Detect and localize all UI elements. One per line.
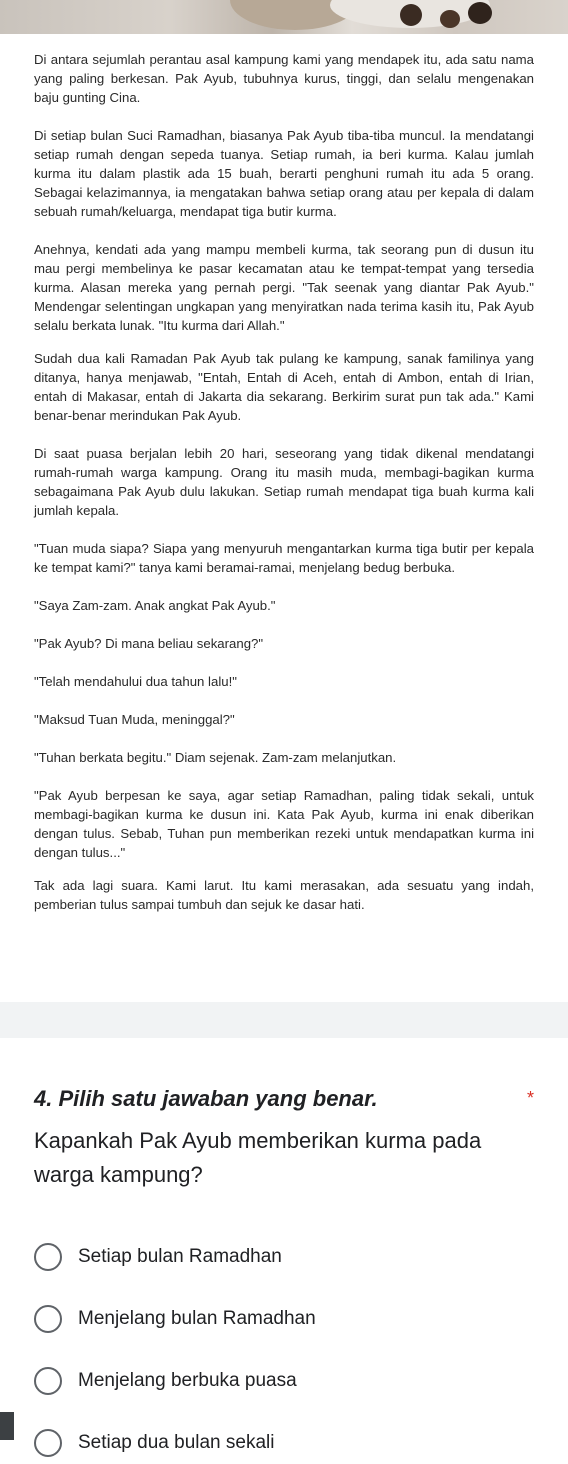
photo-date-fruit	[400, 4, 422, 26]
story-paragraph: Di setiap bulan Suci Ramadhan, biasanya Pak Ayub tiba-tiba muncul. Ia mendatangi setiap rumah dengan sepeda tuanya. Setiap rumah, ia beri kurma. Kalau jumlah kurma itu dalam plastik ada 15 buah, berarti penghuni rumah itu ada 5 orang. Sebagai kelazimannya, ia mengatakan bahwa setiap orang atau per kepala di dalam sebuah rumah/keluarga, mendapat tiga butir kurma.	[34, 128, 534, 219]
story-paragraph: "Pak Ayub? Di mana beliau sekarang?"	[34, 636, 264, 651]
option-menjelang-berbuka-puasa[interactable]	[34, 1350, 534, 1412]
story-paragraph: "Telah mendahului dua tahun lalu!"	[34, 674, 237, 689]
answer-options	[34, 1226, 534, 1464]
story-photo	[0, 0, 568, 34]
story-paragraph: "Tuan muda siapa? Siapa yang menyuruh mengantarkan kurma tiga butir per kepala ke tempat kami?" tanya kami beramai-ramai, menjelang bedug berbuka.	[34, 541, 534, 575]
question-title: 4. Pilih satu jawaban yang benar.	[34, 1086, 378, 1111]
story-paragraph: Tak ada lagi suara. Kami larut. Itu kami merasakan, ada sesuatu yang indah, pemberian tulus sampai tumbuh dan sejuk ke dasar hati.	[34, 878, 534, 912]
option-label: Setiap dua bulan sekali	[78, 1432, 275, 1453]
radio-button[interactable]	[34, 1243, 62, 1271]
radio-button[interactable]	[34, 1305, 62, 1333]
story-paragraph: "Pak Ayub berpesan ke saya, agar setiap Ramadhan, paling tidak sekali, untuk membagi-bagikan kurma ke dusun ini. Kata Pak Ayub, kurma ini enak diberikan dengan tulus. Sebab, Tuhan pun memberikan rezeki untuk mendapatkan kurma ini dengan tulus..."	[34, 788, 534, 860]
story-paragraph: "Maksud Tuan Muda, meninggal?"	[34, 712, 235, 727]
section-divider	[0, 1002, 568, 1038]
story-paragraph: Di antara sejumlah perantau asal kampung kami yang mendapek itu, ada satu nama yang paling berkesan. Pak Ayub, tubuhnya kurus, tinggi, dan selalu mengenakan baju gunting Cina.	[34, 52, 534, 105]
question-card	[34, 1086, 534, 1192]
option-label: Menjelang berbuka puasa	[78, 1370, 297, 1391]
story-paragraph: Anehnya, kendati ada yang mampu membeli kurma, tak seorang pun di dusun itu mau pergi membelinya ke pasar kecamatan atau ke tempat-tempat yang tersedia kurma. Alasan mereka yang pernah pergi. "Tak seenak yang diantar Pak Ayub." Mendengar selentingan ungkapan yang menyiratkan nada terima kasih itu, Pak Ayub selalu berkata lunak. "Itu kurma dari Allah."	[34, 242, 534, 333]
story-paragraph: Di saat puasa berjalan lebih 20 hari, seseorang yang tidak dikenal mendatangi rumah-rumah warga kampung. Orang itu masih muda, membagi-bagikan kurma sebagaimana Pak Ayub dulu lakukan. Setiap rumah mendapat tiga buah kurma kali jumlah kepala.	[34, 446, 534, 518]
option-menjelang-bulan-ramadhan[interactable]	[34, 1288, 534, 1350]
required-asterisk: *	[526, 1088, 534, 1108]
question-text: Kapankah Pak Ayub memberikan kurma pada warga kampung?	[34, 1128, 482, 1187]
option-label: Menjelang bulan Ramadhan	[78, 1308, 316, 1329]
story-paragraph: "Tuhan berkata begitu." Diam sejenak. Zam-zam melanjutkan.	[34, 750, 397, 765]
photo-date-fruit	[468, 2, 492, 24]
radio-button[interactable]	[34, 1429, 62, 1457]
option-setiap-dua-bulan-sekali[interactable]	[34, 1412, 534, 1464]
story-paragraph: Sudah dua kali Ramadan Pak Ayub tak pulang ke kampung, sanak familinya yang ditanya, hanya menjawab, "Entah, Entah di Aceh, entah di Ambon, entah di Irian, entah di Makasar, entah di Jakarta dia sekarang. Berkirim surat pun tak ada." Kami benar-benar merindukan Pak Ayub.	[34, 351, 534, 423]
option-setiap-bulan-ramadhan[interactable]	[34, 1226, 534, 1288]
story-text	[34, 50, 534, 933]
option-label: Setiap bulan Ramadhan	[78, 1246, 282, 1267]
focus-marker	[0, 1412, 14, 1440]
story-paragraph: "Saya Zam-zam. Anak angkat Pak Ayub."	[34, 598, 276, 613]
radio-button[interactable]	[34, 1367, 62, 1395]
question-header	[34, 1086, 534, 1116]
photo-date-fruit	[440, 10, 460, 28]
